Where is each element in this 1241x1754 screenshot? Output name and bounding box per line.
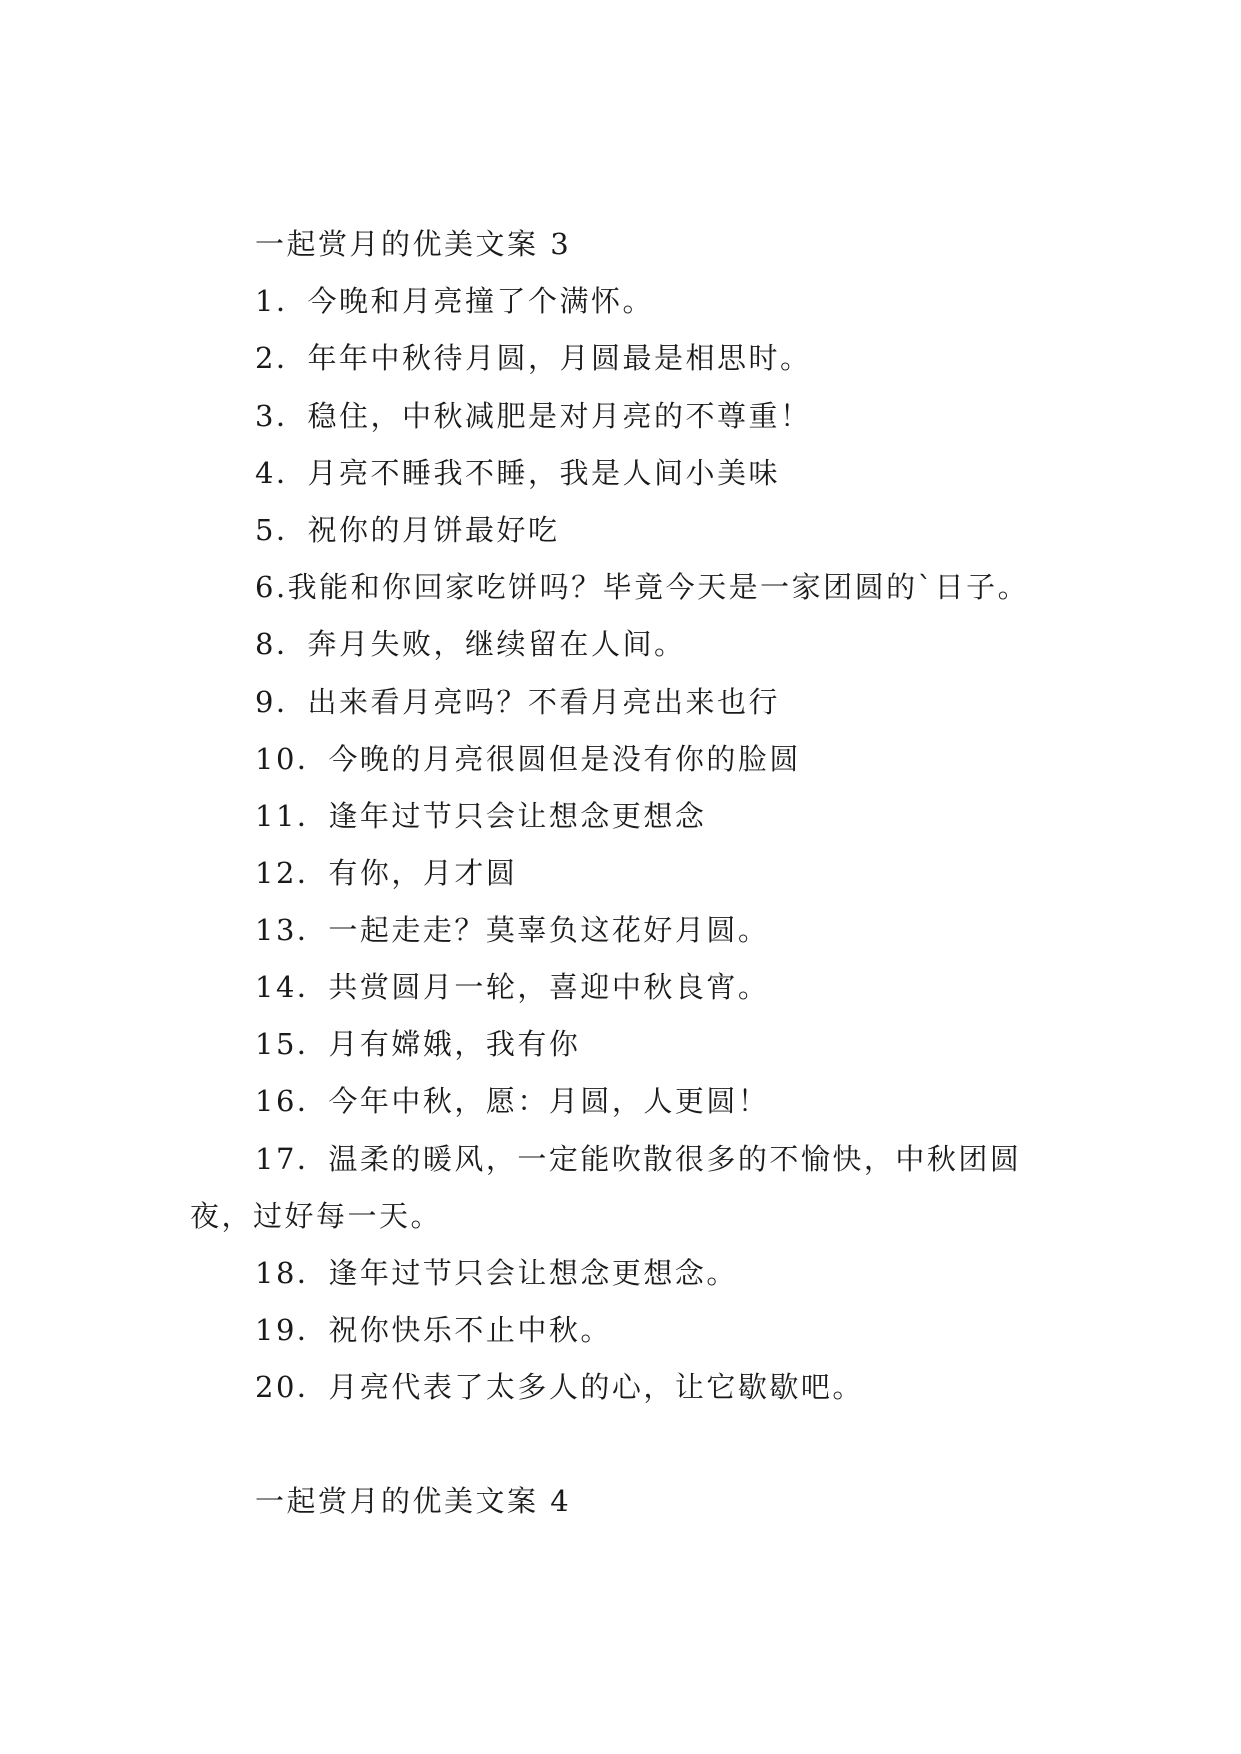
list-item: 12．有你，月才圆	[255, 856, 518, 890]
section-4-title: 一起赏月的优美文案 4	[255, 1484, 572, 1518]
list-item: 13．一起走走？莫辜负这花好月圆。	[255, 913, 770, 947]
list-item: 5．祝你的月饼最好吃	[255, 513, 560, 547]
section-3-title: 一起赏月的优美文案 3	[255, 227, 572, 261]
list-item: 1．今晚和月亮撞了个满怀。	[255, 284, 654, 318]
list-item: 8．奔月失败，继续留在人间。	[255, 627, 686, 661]
list-item: 19．祝你快乐不止中秋。	[255, 1313, 612, 1347]
list-item: 3．稳住，中秋减肥是对月亮的不尊重！	[255, 399, 812, 433]
list-item: 18．逢年过节只会让想念更想念。	[255, 1256, 738, 1290]
list-item: 4．月亮不睡我不睡，我是人间小美味	[255, 456, 780, 490]
list-item: 10．今晚的月亮很圆但是没有你的脸圆	[255, 742, 801, 776]
list-item: 11．逢年过节只会让想念更想念	[255, 799, 707, 833]
list-item: 15．月有嫦娥，我有你	[255, 1027, 581, 1061]
list-item: 20．月亮代表了太多人的心，让它歇歇吧。	[255, 1370, 864, 1404]
list-item: 17．温柔的暖风，一定能吹散很多的不愉快，中秋团圆	[255, 1142, 1022, 1176]
list-item: 14．共赏圆月一轮，喜迎中秋良宵。	[255, 970, 770, 1004]
list-item-continuation: 夜，过好每一天。	[190, 1199, 443, 1233]
list-item: 16．今年中秋，愿：月圆，人更圆！	[255, 1084, 770, 1118]
list-item: 2．年年中秋待月圆，月圆最是相思时。	[255, 341, 812, 375]
list-item: 6.我能和你回家吃饼吗？毕竟今天是一家团圆的`日子。	[255, 570, 1030, 604]
list-item: 9．出来看月亮吗？不看月亮出来也行	[255, 685, 780, 719]
